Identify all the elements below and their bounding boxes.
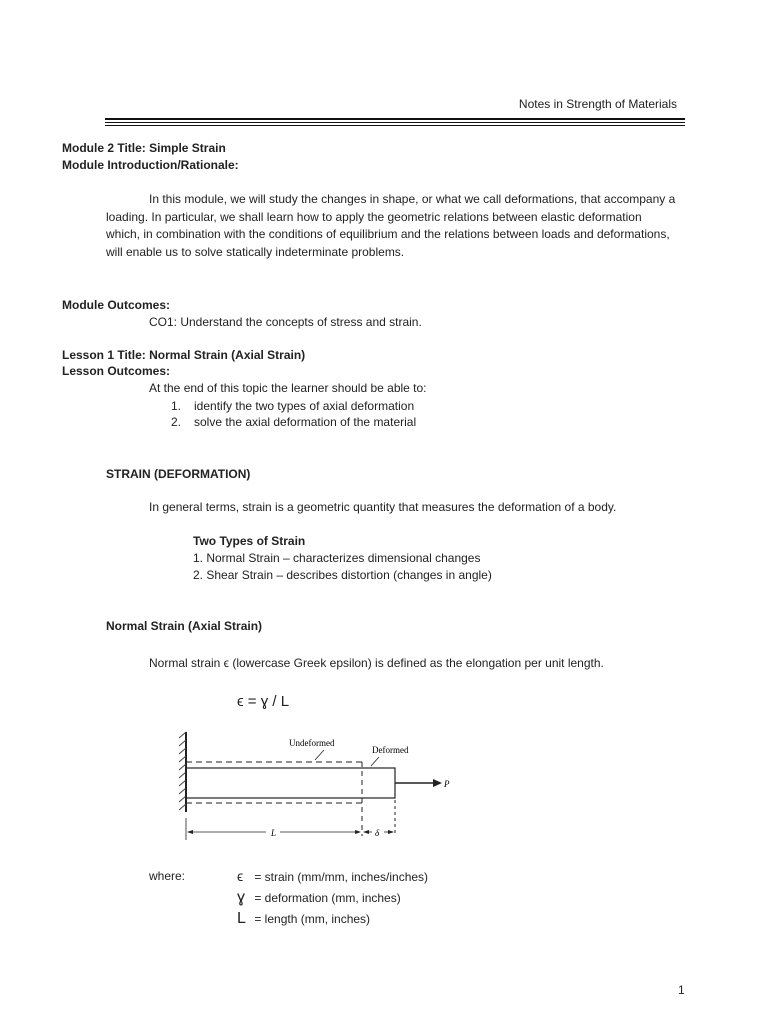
normal-strain-definition: Normal strain ϵ (lowercase Greek epsilon) is defined as the elongation per unit length. [149, 656, 604, 670]
deformed-label: Deformed [372, 745, 409, 755]
strain-types-heading: Two Types of Strain [193, 534, 306, 548]
lesson-outcome-number: 2. [171, 415, 182, 429]
module-title: Module 2 Title: Simple Strain [62, 141, 226, 155]
lesson-outcomes-intro: At the end of this topic the learner should be able to: [149, 381, 427, 395]
strain-type-shear: 2. Shear Strain – describes distortion (changes in angle) [193, 568, 492, 582]
strain-symbol: ϵ [237, 868, 244, 884]
module-outcomes-heading: Module Outcomes: [62, 298, 171, 312]
deformation-symbol: ɣ [237, 889, 246, 906]
module-intro-paragraph: In this module, we will study the changes in shape, or what we call deformations, that accompany a loading. In particular, we shall learn how to apply the geometric relations between elastic deformation which, in combination with the conditions of equilibrium and the relations between loads and deformations, will enable us to solve statically indeterminate problems. [106, 192, 676, 259]
length-label: L [271, 828, 277, 838]
length-symbol: L [237, 910, 246, 927]
lesson-outcome-text: identify the two types of axial deformation [194, 399, 415, 413]
page-header-title: Notes in Strength of Materials [518, 97, 677, 111]
lesson-outcome-number: 1. [171, 399, 182, 413]
lesson-outcomes-heading: Lesson Outcomes: [62, 364, 171, 378]
strain-formula: ϵ = ɣ / L [237, 693, 290, 710]
header-rule-thin-2 [105, 125, 685, 126]
deformed-leader [371, 757, 379, 766]
dimension-arrow-icon [363, 830, 369, 834]
normal-strain-heading: Normal Strain (Axial Strain) [106, 619, 263, 633]
strain-heading: STRAIN (DEFORMATION) [106, 467, 251, 481]
where-label: where: [149, 869, 186, 883]
axial-bar-figure [176, 728, 452, 846]
load-label: P [444, 779, 450, 789]
module-intro-heading: Module Introduction/Rationale: [62, 158, 239, 172]
delta-label: δ [375, 828, 380, 838]
page-number: 1 [678, 983, 685, 997]
undeformed-label: Undeformed [289, 738, 335, 748]
strain-type-normal: 1. Normal Strain – characterizes dimensional changes [193, 551, 481, 565]
strain-definition: In general terms, strain is a geometric quantity that measures the deformation of a body. [149, 500, 617, 514]
where-row-text: = deformation (mm, inches) [251, 891, 401, 905]
load-arrow-head [433, 779, 442, 787]
dimension-arrow-icon [388, 830, 394, 834]
header-rule-thin [105, 122, 685, 123]
lesson-title: Lesson 1 Title: Normal Strain (Axial Strain) [62, 348, 306, 362]
deformed-bar [186, 768, 395, 798]
where-row-text: = strain (mm/mm, inches/inches) [251, 870, 429, 884]
where-row-text: = length (mm, inches) [251, 912, 371, 926]
where-row-strain [237, 868, 428, 886]
where-row-deformation [237, 889, 401, 907]
where-row-length [237, 910, 370, 928]
dimension-arrow-icon [187, 830, 193, 834]
header-rule-thick [105, 118, 685, 120]
undeformed-leader [315, 750, 324, 760]
wall-hatching [179, 732, 186, 810]
lesson-outcome-text: solve the axial deformation of the material [194, 415, 417, 429]
module-outcome-co1: CO1: Understand the concepts of stress and strain. [149, 315, 422, 329]
dimension-arrow-icon [355, 830, 361, 834]
